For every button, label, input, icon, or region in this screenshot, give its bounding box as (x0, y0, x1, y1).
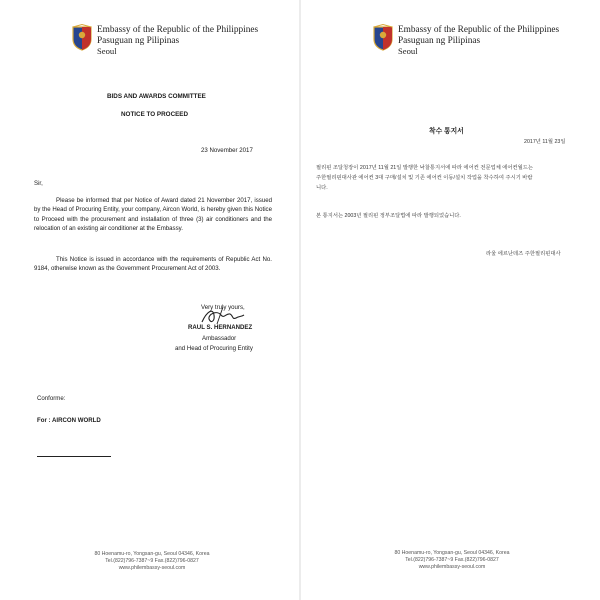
letterhead-line2: Pasuguan ng Pilipinas (97, 35, 180, 46)
korean-paragraph-2: 본 통지서는 2003년 필리핀 정부조달법에 따라 발행되었습니다. (316, 213, 461, 219)
letterhead-line3: Seoul (398, 46, 418, 56)
footer-phone: Tel.(822)796-7387~9 Fax.(822)796-0827 (405, 557, 499, 564)
korean-title: 착수 통지서 (429, 128, 464, 135)
signatory-name: RAUL S. HERNANDEZ (188, 324, 253, 331)
letterhead-line3: Seoul (97, 46, 117, 56)
conforme-signature-line (37, 456, 111, 457)
footer (57, 551, 247, 573)
korean-date: 2017년 11월 23일 (524, 139, 566, 145)
english-notice-page (0, 0, 299, 600)
letterhead (398, 25, 559, 57)
body-paragraph-2: This Notice is issued in accordance with the requirements of Republic Act No. 9184, otherwise known as the Government Procurement Act of 2003. (34, 256, 272, 273)
footer-address: 80 Hoenamu-ro, Yongsan-gu, Seoul 04346, Korea (94, 551, 210, 557)
korean-paragraph-1-line-2: 주한필리핀대사관 에어컨 3대 구매/설치 및 기존 에어컨 이동/설치 작업을 착수하여 주시기 바랍 (316, 175, 533, 181)
footer-website: www.philembassy-seoul.com (418, 564, 486, 571)
letterhead-line2: Pasuguan ng Pilipinas (398, 35, 481, 46)
embassy-seal-icon (372, 24, 394, 51)
footer-phone: Tel.(822)796-7387~9 Fax.(822)796-0827 (105, 558, 199, 565)
letter-date: 23 November 2017 (201, 147, 253, 154)
korean-signatory: 라울 에르난데즈 주한필리핀대사 (486, 251, 561, 257)
korean-paragraph-1-line-3: 니다. (316, 185, 328, 191)
for-aircon-world: For : AIRCON WORLD (37, 417, 101, 424)
letterhead-line1: Embassy of the Republic of the Philippines (398, 25, 560, 35)
closing: Very truly yours, (201, 304, 245, 311)
committee-heading: BIDS AND AWARDS COMMITTEE (107, 93, 206, 100)
letterhead (97, 25, 258, 57)
footer-address: 80 Hoenamu-ro, Yongsan-gu, Seoul 04346, Korea (394, 550, 510, 556)
letterhead-line1: Embassy of the Republic of the Philippines (97, 25, 259, 35)
signatory-title-2: and Head of Procuring Entity (175, 345, 253, 352)
salutation: Sir, (34, 180, 43, 187)
embassy-seal-icon (71, 24, 93, 51)
signatory-title-1: Ambassador (202, 335, 237, 342)
korean-paragraph-1-line-1: 필리핀 조달청장이 2017년 11월 21일 발행한 낙찰통지서에 따라 에어컨 전문업체 에어컨월드는 (316, 165, 533, 171)
notice-title: NOTICE TO PROCEED (121, 111, 189, 118)
korean-notice-page (301, 0, 600, 600)
footer-website: www.philembassy-seoul.com (118, 565, 186, 572)
conforme-label: Conforme: (37, 395, 66, 402)
body-paragraph-1: Please be informed that per Notice of Award dated 21 November 2017, issued by the Head of Procuring Entity, your company, Aircon World, is hereby given this Notice to Proceed with the procurement and installation of three (3) air conditioners and the relocation of an existing air conditioner at the Embassy. (34, 197, 272, 233)
footer (357, 550, 547, 572)
